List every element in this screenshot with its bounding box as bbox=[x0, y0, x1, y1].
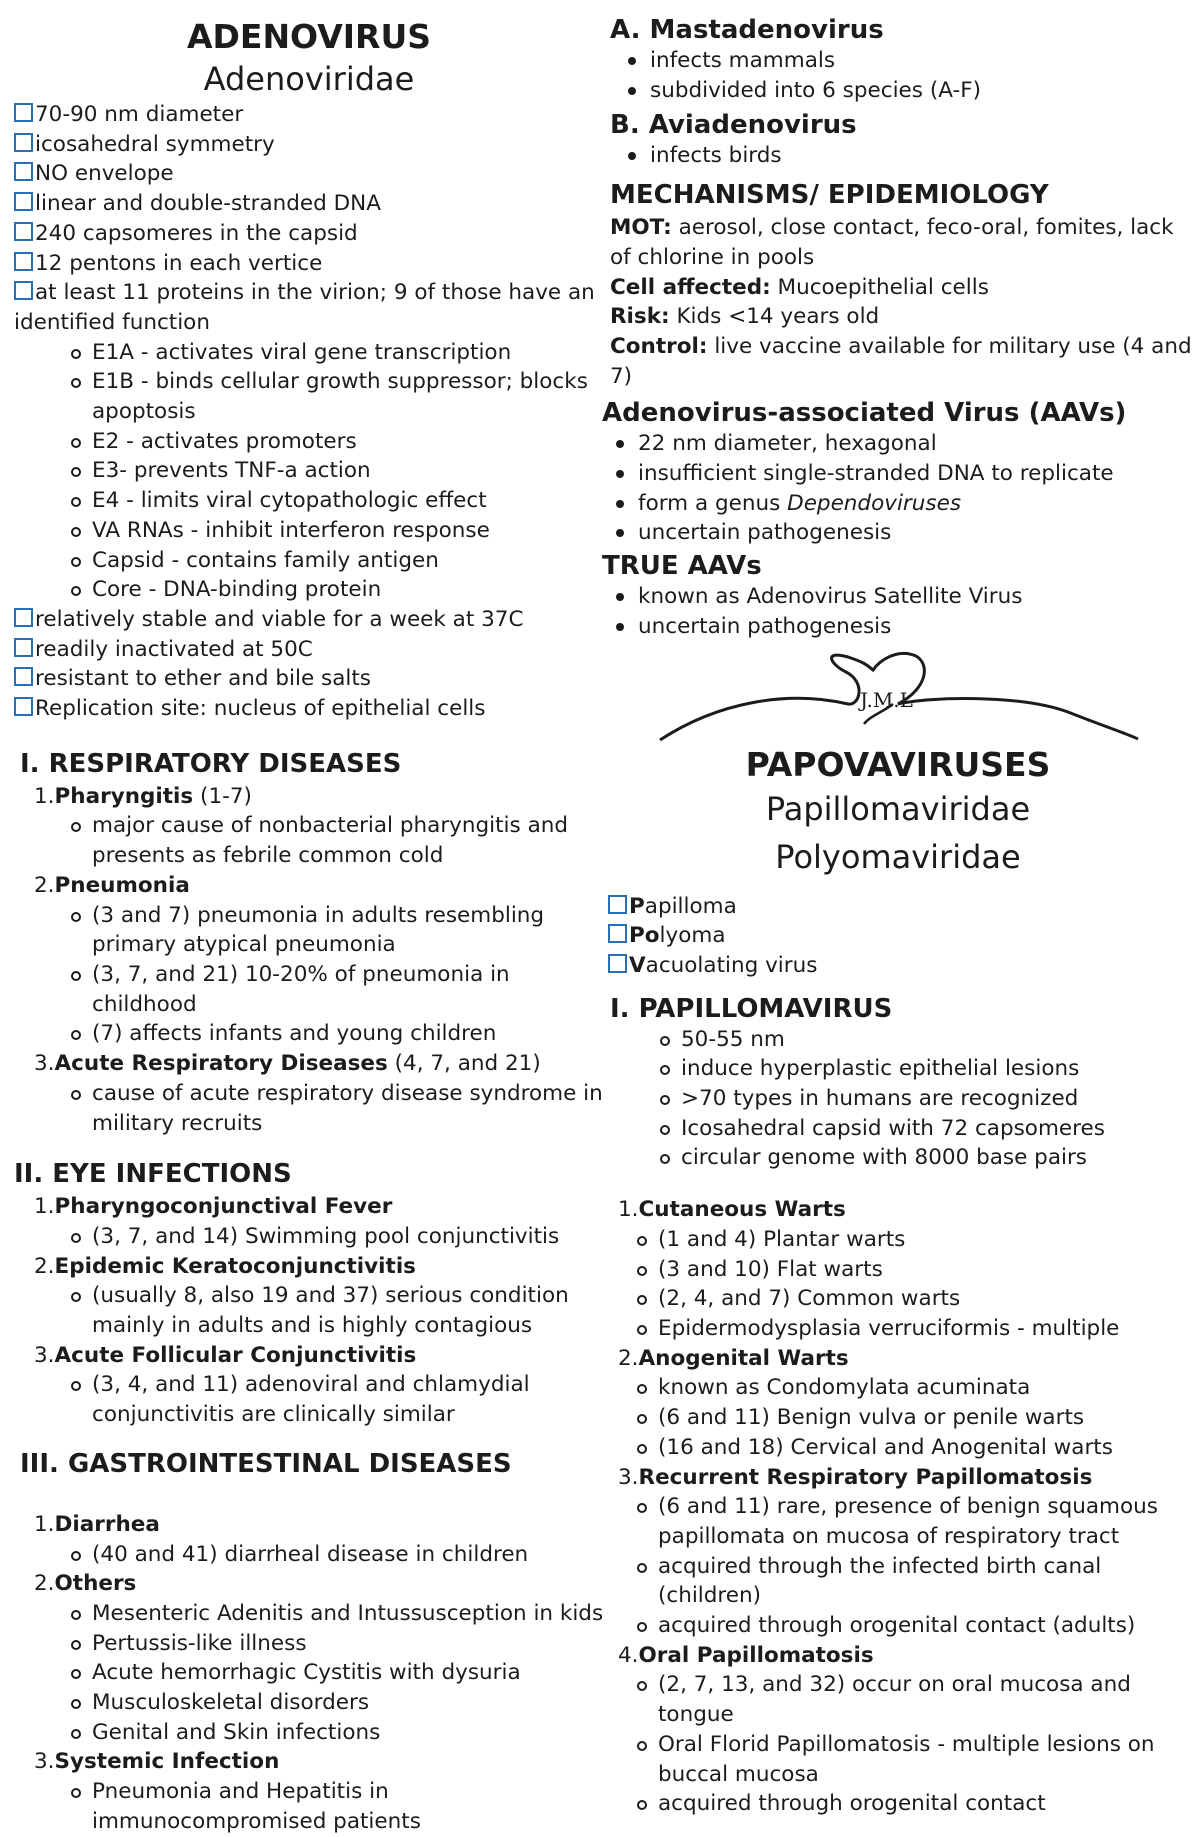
checkbox-icon bbox=[14, 162, 33, 181]
mechanism-key: Risk: bbox=[610, 304, 670, 330]
numbered-heading bbox=[14, 782, 604, 812]
checklist-text: icosahedral symmetry bbox=[35, 131, 275, 157]
aav-list-extra bbox=[602, 489, 1198, 548]
list-item: (3, 7, and 21) 10-20% of pneumonia in childhood bbox=[14, 960, 604, 1019]
genus-name: Dependoviruses bbox=[787, 490, 962, 516]
true-aav-heading: TRUE AAVs bbox=[602, 551, 762, 582]
mechanism-key: Control: bbox=[610, 333, 708, 359]
eye-list bbox=[14, 1192, 604, 1430]
aviadenovirus-heading: B. Aviadenovirus bbox=[610, 110, 857, 141]
checklist-continuation: identified function bbox=[14, 309, 210, 335]
signature-initials: J.M.L bbox=[860, 687, 913, 712]
list-item: (2, 4, and 7) Common warts bbox=[604, 1284, 1198, 1314]
list-item: Genital and Skin infections bbox=[14, 1718, 604, 1748]
list-item: Core - DNA-binding protein bbox=[14, 575, 604, 605]
item-title: Pneumonia bbox=[54, 872, 190, 898]
item-title: Recurrent Respiratory Papillomatosis bbox=[638, 1464, 1093, 1490]
checkbox-icon bbox=[14, 697, 33, 716]
checklist-item bbox=[14, 130, 604, 160]
checklist-text: linear and double-stranded DNA bbox=[35, 191, 381, 217]
gi-heading: III. GASTROINTESTINAL DISEASES bbox=[20, 1448, 512, 1479]
eye-heading: II. EYE INFECTIONS bbox=[14, 1159, 292, 1190]
checklist-item bbox=[14, 664, 604, 694]
list-item: uncertain pathogenesis bbox=[602, 612, 1198, 642]
papillomavirus-heading: I. PAPILLOMAVIRUS bbox=[610, 993, 893, 1024]
list-item: Pneumonia and Hepatitis in immunocompromised patients bbox=[14, 1777, 604, 1836]
item-title: Anogenital Warts bbox=[638, 1345, 849, 1371]
sub-list bbox=[14, 1281, 604, 1340]
list-item: Epidermodysplasia verruciformis - multiple bbox=[604, 1314, 1198, 1344]
aav-heading: Adenovirus-associated Virus (AAVs) bbox=[602, 398, 1127, 429]
list-item: (3 and 7) pneumonia in adults resembling primary atypical pneumonia bbox=[14, 901, 604, 960]
item-title: Epidemic Keratoconjunctivitis bbox=[54, 1253, 416, 1279]
mechanism-value: live vaccine available for military use (4 and 7) bbox=[610, 333, 1192, 389]
aav-list bbox=[602, 429, 1198, 488]
sub-list bbox=[604, 1373, 1198, 1462]
numbered-heading bbox=[604, 1641, 1198, 1671]
mechanism-row bbox=[610, 213, 1198, 272]
text-prefix: known as Condomylata acuminata bbox=[658, 1375, 1031, 1401]
checklist-initial: P bbox=[629, 893, 645, 919]
checklist-text: 70-90 nm diameter bbox=[35, 102, 244, 127]
item-title: Others bbox=[54, 1571, 137, 1597]
item-extra: (4, 7, and 21) bbox=[387, 1051, 541, 1077]
checklist-item bbox=[14, 189, 604, 219]
sub-list bbox=[14, 1222, 604, 1252]
item-number: 1. bbox=[34, 1511, 55, 1537]
true-aav-list bbox=[602, 582, 1198, 641]
list-item: (6 and 11) rare, presence of benign squamous papillomata on mucosa of respiratory tract bbox=[604, 1492, 1198, 1551]
mechanism-key: MOT: bbox=[610, 215, 672, 241]
list-item: major cause of nonbacterial pharyngitis and presents as febrile common cold bbox=[14, 811, 604, 870]
list-item: acquired through orogenital contact bbox=[604, 1789, 1198, 1819]
checklist-item bbox=[14, 278, 604, 308]
checklist-item bbox=[14, 635, 604, 665]
item-title: Acute Follicular Conjunctivitis bbox=[54, 1342, 417, 1368]
item-title: Cutaneous Warts bbox=[638, 1197, 846, 1223]
adenovirus-checklist bbox=[14, 100, 604, 308]
checkbox-icon bbox=[14, 608, 33, 627]
numbered-heading bbox=[604, 1463, 1198, 1493]
item-number: 1. bbox=[34, 1194, 55, 1220]
list-item: induce hyperplastic epithelial lesions bbox=[598, 1054, 1198, 1084]
sub-list bbox=[14, 901, 604, 1050]
genus-prefix: form a genus bbox=[638, 490, 788, 516]
checklist-text: apilloma bbox=[644, 893, 737, 919]
list-item: E1A - activates viral gene transcription bbox=[14, 338, 604, 368]
right-column bbox=[598, 0, 1198, 1819]
checkbox-icon bbox=[14, 133, 33, 152]
numbered-heading bbox=[14, 1192, 604, 1222]
checklist-text: lyoma bbox=[659, 923, 726, 949]
item-number: 1. bbox=[618, 1197, 639, 1223]
list-item: cause of acute respiratory disease syndrome in military recruits bbox=[14, 1079, 604, 1138]
checkbox-icon bbox=[14, 103, 33, 122]
checkbox-icon bbox=[14, 281, 33, 300]
checklist-item bbox=[608, 951, 1198, 981]
list-item: (1 and 4) Plantar warts bbox=[604, 1225, 1198, 1255]
adenovirus-checklist-2 bbox=[14, 605, 604, 724]
item-title: Pharyngoconjunctival Fever bbox=[54, 1194, 393, 1220]
sub-list bbox=[604, 1492, 1198, 1641]
mechanism-row bbox=[610, 332, 1198, 391]
aviadenovirus-list bbox=[612, 141, 1198, 171]
checklist-text: resistant to ether and bile salts bbox=[35, 666, 371, 692]
item-number: 2. bbox=[34, 1253, 55, 1279]
mechanism-value: Kids <14 years old bbox=[669, 304, 880, 330]
list-item: (40 and 41) diarrheal disease in children bbox=[14, 1540, 604, 1570]
mechanism-row bbox=[610, 273, 1198, 303]
mechanism-value: Mucoepithelial cells bbox=[770, 274, 989, 300]
list-item: Icosahedral capsid with 72 capsomeres bbox=[598, 1114, 1198, 1144]
checklist-item bbox=[14, 100, 604, 130]
item-number: 2. bbox=[34, 872, 55, 898]
list-item: subdivided into 6 species (A-F) bbox=[612, 76, 1198, 106]
item-number: 3. bbox=[34, 1051, 55, 1077]
checklist-item bbox=[14, 219, 604, 249]
sub-list bbox=[14, 811, 604, 870]
checklist-text: Replication site: nucleus of epithelial cells bbox=[35, 696, 486, 722]
sub-list bbox=[14, 1777, 604, 1836]
numbered-heading bbox=[14, 1747, 604, 1777]
numbered-heading bbox=[14, 1252, 604, 1282]
list-item: Acute hemorrhagic Cystitis with dysuria bbox=[14, 1658, 604, 1688]
sub-list bbox=[14, 1599, 604, 1748]
item-title: Acute Respiratory Diseases bbox=[54, 1051, 388, 1077]
checklist-item bbox=[14, 694, 604, 724]
heart-signature bbox=[598, 642, 1198, 752]
papillomaviridae-subtitle: Papillomaviridae bbox=[765, 789, 1031, 828]
checkbox-icon bbox=[14, 222, 33, 241]
list-item: (16 and 18) Cervical and Anogenital warts bbox=[604, 1433, 1198, 1463]
list-item: (3, 7, and 14) Swimming pool conjunctivitis bbox=[14, 1222, 604, 1252]
list-item bbox=[602, 518, 1198, 548]
list-item: acquired through the infected birth canal (children) bbox=[604, 1552, 1198, 1611]
item-number: 1. bbox=[34, 783, 55, 809]
checklist-item bbox=[14, 605, 604, 635]
checklist-text: at least 11 proteins in the virion; 9 of those have an bbox=[35, 280, 595, 306]
numbered-heading bbox=[14, 1341, 604, 1371]
item-title: Diarrhea bbox=[54, 1511, 160, 1537]
checklist-item bbox=[14, 159, 604, 189]
sub-list bbox=[14, 1079, 604, 1138]
item-number: 4. bbox=[618, 1642, 639, 1668]
list-item: known as Adenovirus Satellite Virus bbox=[602, 582, 1198, 612]
sub-list bbox=[14, 1370, 604, 1429]
list-item bbox=[604, 1373, 1198, 1403]
checklist-item bbox=[608, 892, 1198, 922]
mechanisms-list bbox=[610, 213, 1198, 391]
checklist-initial: Po bbox=[629, 923, 660, 949]
numbered-heading bbox=[14, 1569, 604, 1599]
list-item: (7) affects infants and young children bbox=[14, 1019, 604, 1049]
item-title: Oral Papillomatosis bbox=[638, 1642, 874, 1668]
item-number: 3. bbox=[34, 1342, 55, 1368]
list-item: infects mammals bbox=[612, 46, 1198, 76]
checklist-text: relatively stable and viable for a week at 37C bbox=[35, 606, 524, 632]
checklist-text: acuolating virus bbox=[645, 952, 818, 978]
item-number: 2. bbox=[34, 1571, 55, 1597]
papovaviruses-title: PAPOVAVIRUSES bbox=[745, 744, 1051, 784]
mastadenovirus-heading: A. Mastadenovirus bbox=[610, 15, 884, 45]
numbered-heading bbox=[14, 1049, 604, 1079]
checklist-item bbox=[608, 921, 1198, 951]
list-item: (3 and 10) Flat warts bbox=[604, 1255, 1198, 1285]
list-item: Musculoskeletal disorders bbox=[14, 1688, 604, 1718]
list-item: acquired through orogenital contact (adults) bbox=[604, 1611, 1198, 1641]
item-number: 3. bbox=[618, 1464, 639, 1490]
mastadenovirus-list bbox=[612, 46, 1198, 105]
list-item bbox=[602, 489, 1198, 519]
checkbox-icon bbox=[14, 638, 33, 657]
adenovirus-title: ADENOVIRUS bbox=[186, 17, 432, 56]
checklist-item bbox=[14, 249, 604, 279]
adenoviridae-subtitle: Adenoviridae bbox=[203, 60, 415, 98]
checkbox-icon bbox=[14, 192, 33, 211]
checkbox-icon bbox=[608, 924, 627, 943]
list-item: Capsid - contains family antigen bbox=[14, 546, 604, 576]
list-item: circular genome with 8000 base pairs bbox=[598, 1143, 1198, 1173]
respiratory-heading: I. RESPIRATORY DISEASES bbox=[20, 748, 402, 779]
mechanism-row bbox=[610, 302, 1198, 332]
list-item: (usually 8, also 19 and 37) serious condition mainly in adults and is highly contagious bbox=[14, 1281, 604, 1340]
sub-list bbox=[604, 1225, 1198, 1344]
mechanism-key: Cell affected: bbox=[610, 274, 771, 300]
list-item: infects birds bbox=[612, 141, 1198, 171]
item-extra: (1-7) bbox=[193, 783, 252, 809]
checkbox-icon bbox=[608, 954, 627, 973]
item-number: 3. bbox=[34, 1749, 55, 1775]
list-item: 22 nm diameter, hexagonal bbox=[602, 429, 1198, 459]
protein-list bbox=[14, 338, 604, 605]
polyomaviridae-subtitle: Polyomaviridae bbox=[775, 837, 1021, 876]
checklist-text: 240 capsomeres in the capsid bbox=[35, 220, 358, 246]
checkbox-icon bbox=[14, 252, 33, 271]
list-item: E2 - activates promoters bbox=[14, 427, 604, 457]
list-item: VA RNAs - inhibit interferon response bbox=[14, 516, 604, 546]
list-item: (3, 4, and 11) adenoviral and chlamydial conjunctivitis are clinically similar bbox=[14, 1370, 604, 1429]
numbered-heading bbox=[604, 1344, 1198, 1374]
list-item: >70 types in humans are recognized bbox=[598, 1084, 1198, 1114]
aav-last: uncertain pathogenesis bbox=[638, 520, 892, 546]
numbered-heading bbox=[604, 1195, 1198, 1225]
list-item: insufficient single-stranded DNA to replicate bbox=[602, 459, 1198, 489]
papillomavirus-list bbox=[598, 1025, 1198, 1174]
item-title: Pharyngitis bbox=[54, 783, 194, 809]
item-title: Systemic Infection bbox=[54, 1749, 280, 1775]
checkbox-icon bbox=[608, 895, 627, 914]
mechanisms-heading: MECHANISMS/ EPIDEMIOLOGY bbox=[610, 180, 1049, 211]
list-item: (2, 7, 13, and 32) occur on oral mucosa and tongue bbox=[604, 1670, 1198, 1729]
papova-checklist bbox=[608, 892, 1198, 981]
checklist-text: readily inactivated at 50C bbox=[35, 636, 313, 662]
gi-list bbox=[14, 1510, 604, 1837]
mechanism-value: aerosol, close contact, feco-oral, fomites, lack of chlorine in pools bbox=[610, 215, 1174, 270]
left-column bbox=[14, 0, 604, 1837]
checklist-initial: V bbox=[629, 952, 646, 978]
numbered-heading bbox=[14, 871, 604, 901]
warts-list bbox=[604, 1195, 1198, 1819]
list-item: Pertussis-like illness bbox=[14, 1629, 604, 1659]
checklist-text: 12 pentons in each vertice bbox=[35, 250, 323, 276]
list-item: E4 - limits viral cytopathologic effect bbox=[14, 486, 604, 516]
sub-list bbox=[604, 1670, 1198, 1819]
sub-list bbox=[14, 1540, 604, 1570]
list-item: E3- prevents TNF-a action bbox=[14, 456, 604, 486]
list-item: 50-55 nm bbox=[598, 1025, 1198, 1055]
list-item: Mesenteric Adenitis and Intussusception in kids bbox=[14, 1599, 604, 1629]
list-item: E1B - binds cellular growth suppressor; blocks apoptosis bbox=[14, 367, 604, 426]
checkbox-icon bbox=[14, 667, 33, 686]
item-number: 2. bbox=[618, 1345, 639, 1371]
checklist-text: NO envelope bbox=[35, 161, 174, 187]
respiratory-list bbox=[14, 782, 604, 1138]
list-item: (6 and 11) Benign vulva or penile warts bbox=[604, 1403, 1198, 1433]
numbered-heading bbox=[14, 1510, 604, 1540]
list-item: Oral Florid Papillomatosis - multiple lesions on buccal mucosa bbox=[604, 1730, 1198, 1789]
